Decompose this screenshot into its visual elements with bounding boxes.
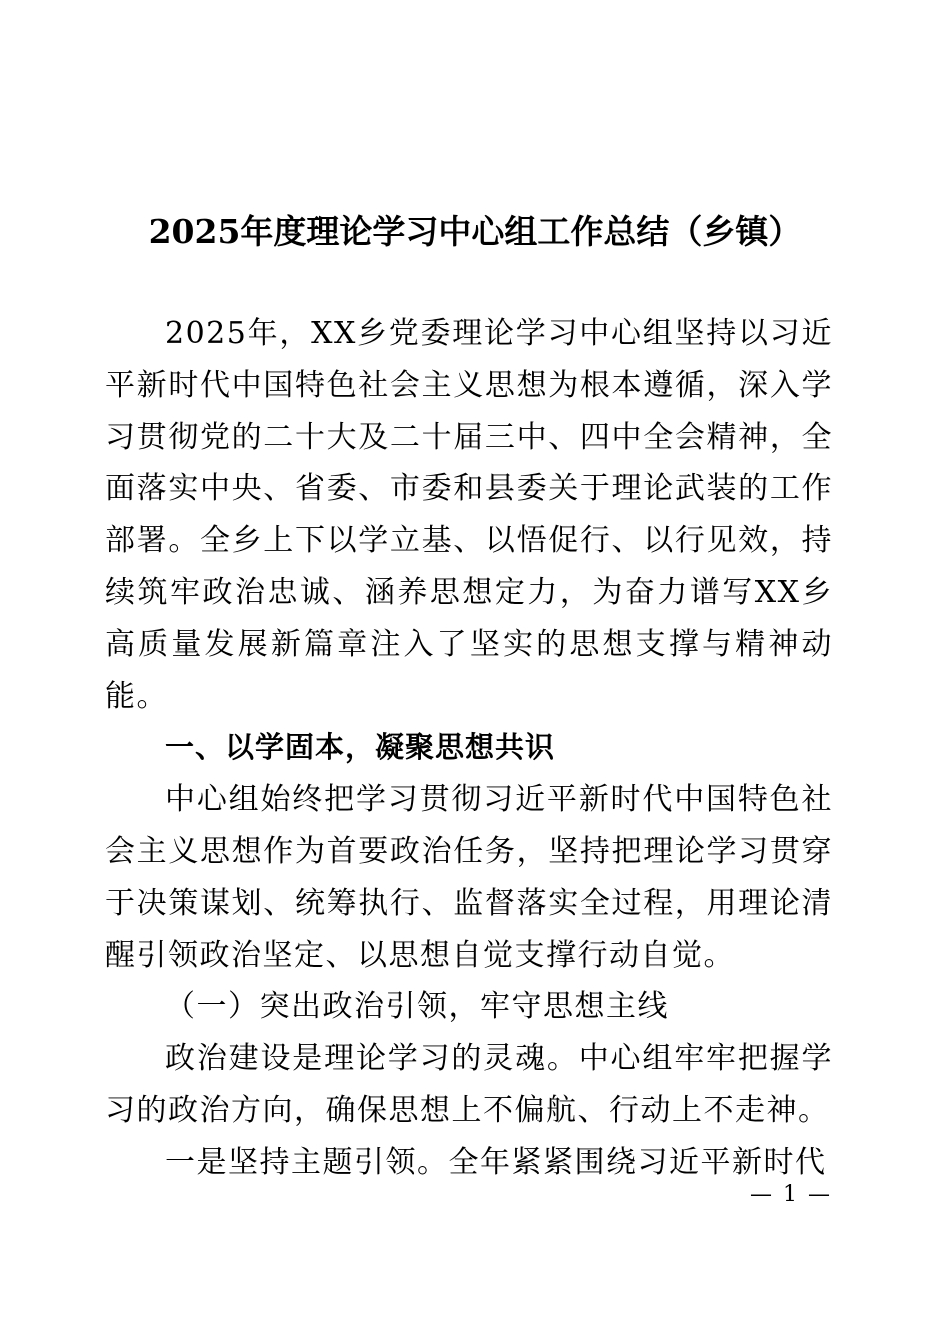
document-title: 2025年度理论学习中心组工作总结（乡镇）	[148, 212, 802, 251]
intro-paragraph: 2025年，XX乡党委理论学习中心组坚持以习近平新时代中国特色社会主义思想为根本遵循，深入学习贯彻党的二十大及二十届三中、四中全会精神，全面落实中央、省委、市委和县委关于理论武装的工作部署。全乡上下以学立基、以悟促行、以行见效，持续筑牢政治忠诚、涵养思想定力，为奋力谱写XX乡高质量发展新篇章注入了坚实的思想支撑与精神动能。	[105, 316, 833, 714]
document-body	[105, 308, 833, 1189]
page-number: — 1 —	[750, 1182, 832, 1207]
subsection-heading-1: （一）突出政治引领，牢守思想主线	[165, 989, 669, 1025]
section-heading-1: 一、以学固本，凝聚思想共识	[165, 730, 556, 765]
point-1-paragraph: 一是坚持主题引领。全年紧紧围绕习近平新时代	[165, 1144, 827, 1180]
subsection-1-paragraph: 政治建设是理论学习的灵魂。中心组牢牢把握学习的政治方向，确保思想上不偏航、行动上不走神。	[105, 1041, 833, 1128]
section-1-paragraph: 中心组始终把学习贯彻习近平新时代中国特色社会主义思想作为首要政治任务，坚持把理论学习贯穿于决策谋划、统筹执行、监督落实全过程，用理论清醒引领政治坚定、以思想自觉支撑行动自觉。	[105, 782, 833, 973]
